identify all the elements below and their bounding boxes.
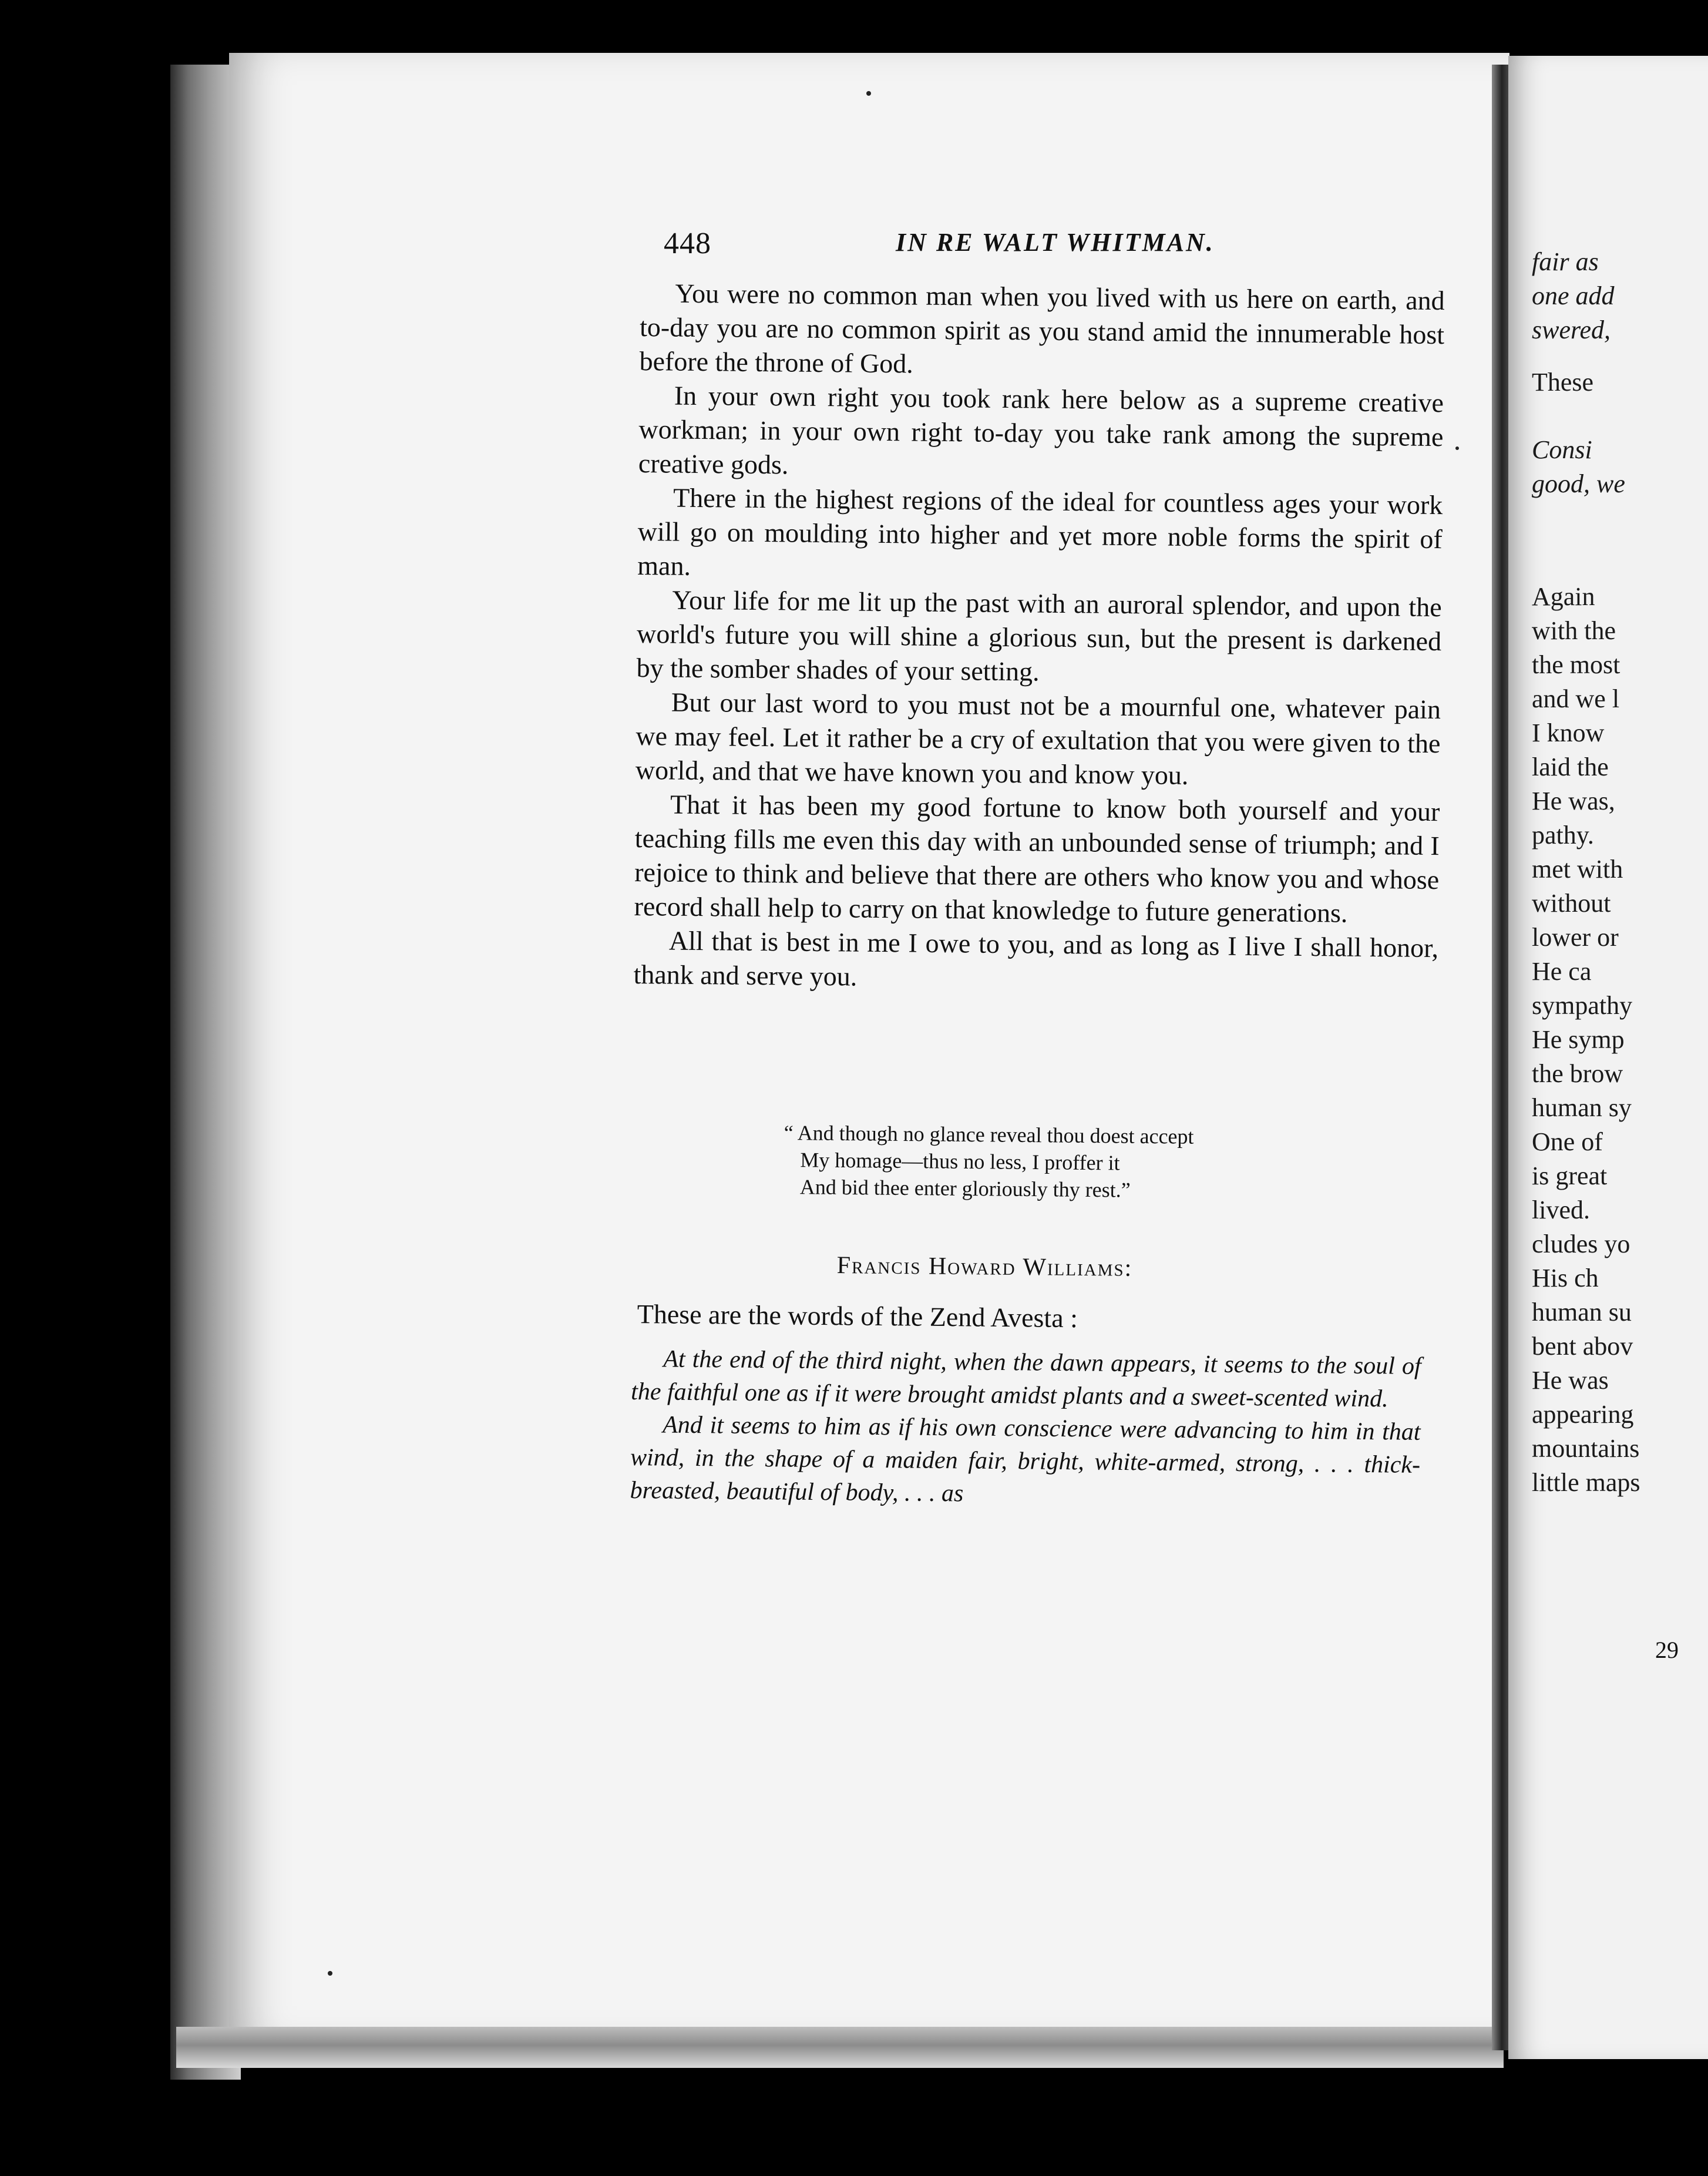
- right-page-line: bent abov: [1532, 1332, 1633, 1361]
- verse-line: “ And though no glance reveal thou doest accept: [784, 1120, 1194, 1149]
- right-page-line: swered,: [1532, 315, 1611, 344]
- italic-paragraph: At the end of the third night, when the dawn appears, it seems to the soul of the faithful one as if it were brought amidst plants and a sweet-scented wind.: [630, 1345, 1421, 1413]
- right-page-line: the brow: [1532, 1059, 1623, 1088]
- right-page-line: lived.: [1532, 1196, 1590, 1224]
- right-page-line: is great: [1532, 1161, 1608, 1190]
- right-page-line: He ca: [1532, 957, 1592, 986]
- right-page-line: laid the: [1532, 753, 1609, 781]
- right-page-line: fair as: [1532, 247, 1599, 276]
- verse-quotation: [784, 1119, 1313, 1205]
- paragraph: You were no common man when you lived with us here on earth, and to-day you are no common spirit as you stand amid the innumerable host before the throne of God.: [639, 278, 1445, 379]
- print-speck: [1455, 446, 1459, 450]
- right-page-line: with the: [1532, 616, 1616, 645]
- right-page-line: good, we: [1532, 469, 1625, 498]
- italic-paragraph: And it seems to him as if his own conscience were advancing to him in that wind, in the shape of a maiden fair, bright, white-armed, strong, . . . thick-breasted, beautiful of body, . . . as: [630, 1411, 1421, 1507]
- right-page-line: human su: [1532, 1298, 1632, 1327]
- speaker-heading: Francis Howard Williams:: [836, 1252, 1133, 1282]
- right-page-line: appearing: [1532, 1400, 1634, 1429]
- intro-line: These are the words of the Zend Avesta :: [637, 1299, 1078, 1334]
- right-page-line: These: [1532, 368, 1594, 397]
- paragraph: That it has been my good fortune to know both yourself and your teaching fills me even this day with an unbounded sense of triumph; and I rejoice to think and believe that there are others who know you and whose record shall help to carry on that knowledge to future generations.: [634, 789, 1440, 928]
- body-text: [633, 276, 1445, 999]
- right-page-line: Consi: [1532, 435, 1592, 464]
- page-header: [664, 226, 1228, 261]
- right-page-line: cludes yo: [1532, 1230, 1630, 1258]
- right-page: [1508, 56, 1708, 2059]
- page-number: 448: [664, 227, 711, 260]
- right-page-line: human sy: [1532, 1093, 1632, 1122]
- right-page-line: I know: [1532, 718, 1605, 747]
- right-page-line: He was: [1532, 1366, 1609, 1395]
- running-head: IN RE WALT WHITMAN.: [896, 228, 1215, 257]
- right-page-line: little maps: [1532, 1468, 1640, 1497]
- paragraph: All that is best in me I owe to you, and as long as I live I shall honor, thank and serve you.: [633, 925, 1439, 992]
- zend-avesta-quotation: [630, 1342, 1421, 1515]
- book-gutter: [1492, 65, 1508, 2050]
- verse-line: And bid thee enter gloriously thy rest.”: [799, 1175, 1131, 1202]
- print-speck: [328, 1971, 332, 1976]
- right-page-line: pathy.: [1532, 821, 1594, 849]
- right-page-line: met with: [1532, 855, 1623, 884]
- verse-line: My homage—thus no less, I proffer it: [800, 1148, 1120, 1175]
- right-page-line: He symp: [1532, 1025, 1625, 1054]
- right-page-line: Again: [1532, 582, 1595, 611]
- right-page-line: without: [1532, 889, 1611, 918]
- right-page-line: He was,: [1532, 787, 1615, 815]
- right-page-number: 29: [1655, 1637, 1679, 1663]
- right-page-line: sympathy: [1532, 991, 1633, 1020]
- right-page-line: one add: [1532, 281, 1615, 310]
- right-page-line: lower or: [1532, 923, 1619, 952]
- right-page-line: mountains: [1532, 1434, 1640, 1463]
- paragraph: There in the highest regions of the ideal for countless ages your work will go on moulding into higher and yet more noble forms the spirit of man.: [637, 482, 1443, 581]
- print-speck: [866, 91, 871, 96]
- right-page-line: One of: [1532, 1127, 1603, 1156]
- paragraph: In your own right you took rank here below as a supreme creative workman; in your own right to-day you take rank among the supreme creative gods.: [638, 380, 1444, 480]
- page-bottom-edge: [176, 2027, 1504, 2068]
- right-page-line: and we l: [1532, 684, 1620, 713]
- right-page-line: His ch: [1532, 1264, 1599, 1292]
- right-page-line: the most: [1532, 650, 1620, 679]
- paragraph: But our last word to you must not be a mournful one, whatever pain we may feel. Let it rather be a cry of exultation that you were given to the world, and that we have known you and know you.: [635, 687, 1441, 790]
- paragraph: Your life for me lit up the past with an auroral splendor, and upon the world's future you will shine a glorious sun, but the present is darkened by the somber shades of your setting.: [636, 585, 1442, 687]
